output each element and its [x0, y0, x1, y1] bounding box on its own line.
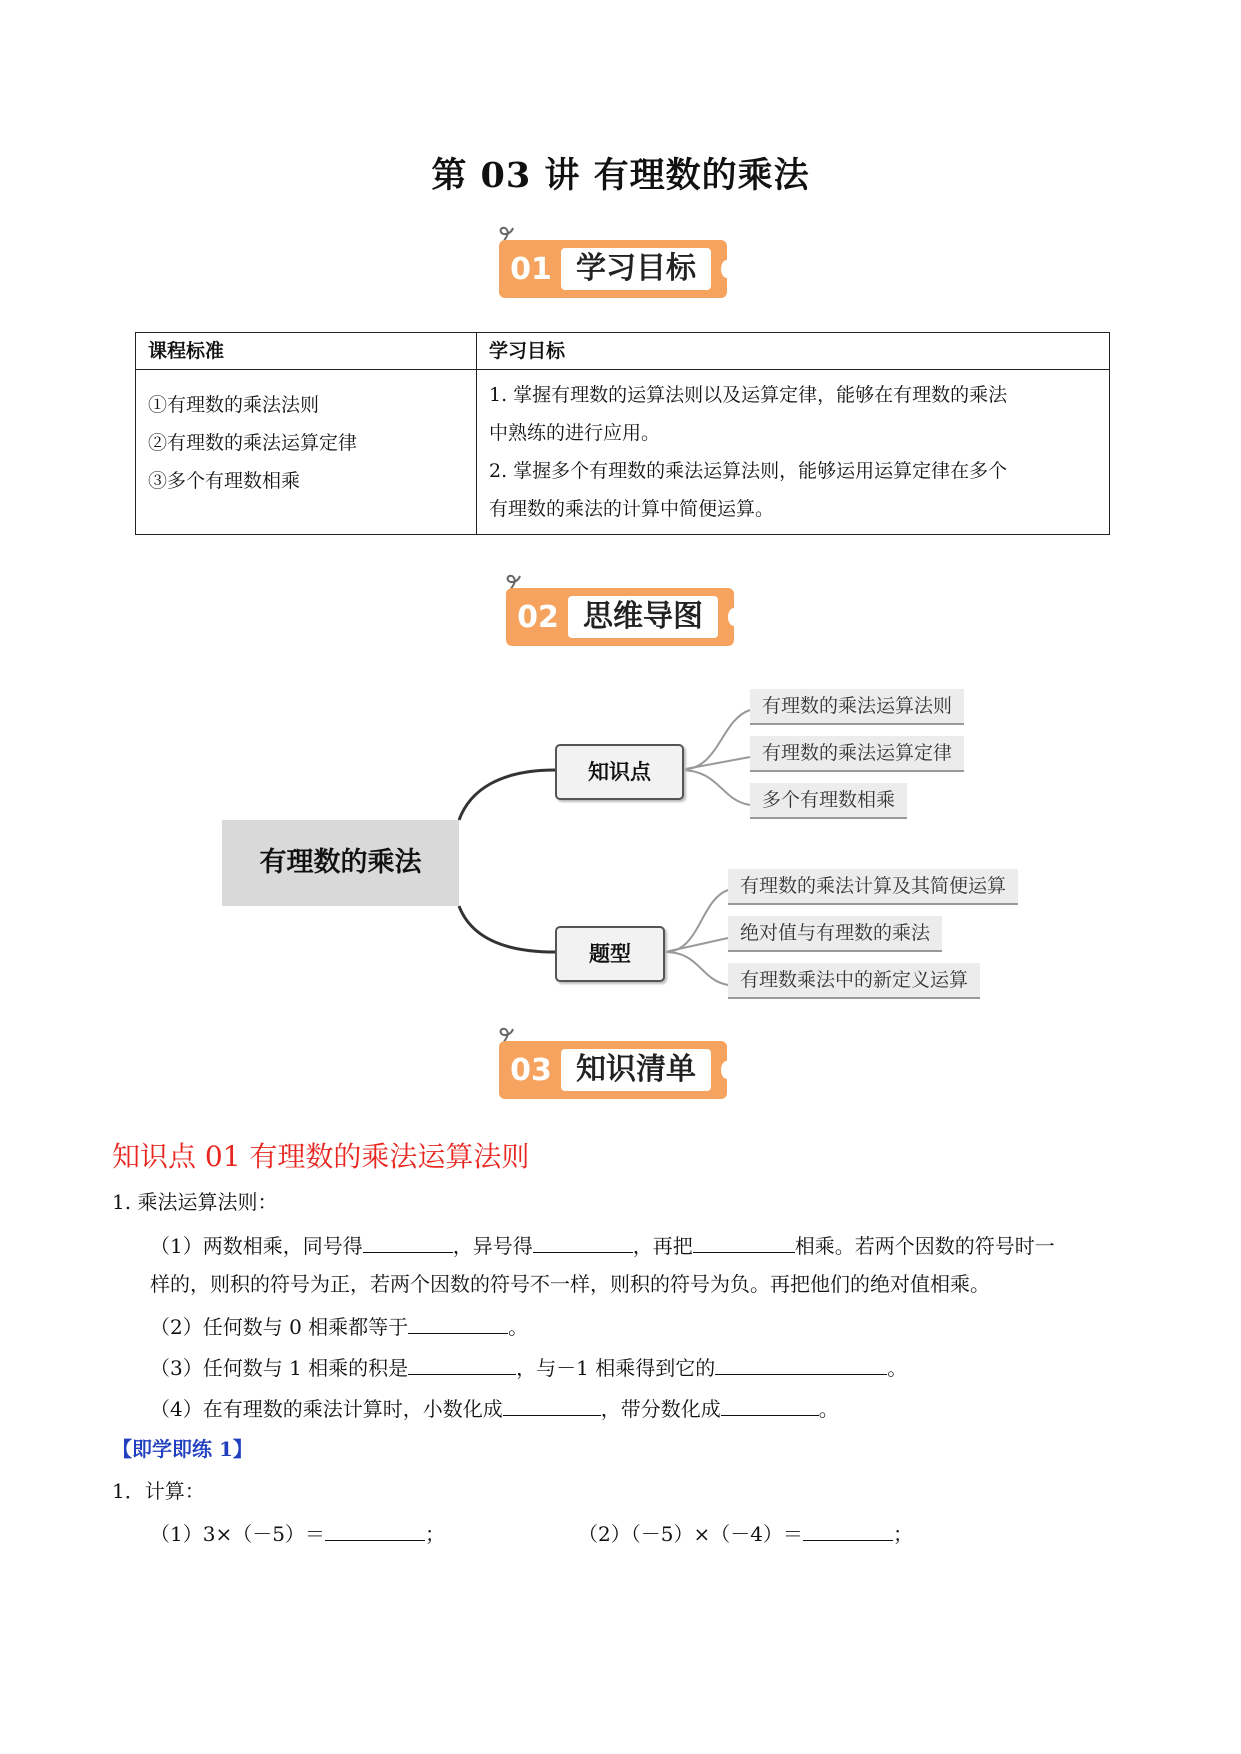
question-text: （1）3×（－5）＝: [150, 1522, 325, 1546]
rule-text: ，异号得: [452, 1234, 533, 1258]
goal-line: 1. 掌握有理数的运算法则以及运算定律，能够在有理数的乘法: [489, 384, 1008, 406]
badge-label: 思维导图: [568, 596, 718, 638]
rule-line-3: [150, 1352, 907, 1382]
answer-blank[interactable]: [715, 1352, 887, 1375]
mindmap-leaf: 有理数的乘法运算定律: [750, 736, 964, 772]
rule-line-2: [150, 1311, 528, 1341]
rule-text: 。: [818, 1397, 839, 1421]
answer-blank[interactable]: [408, 1311, 508, 1334]
standard-item: ③多个有理数相乘: [148, 470, 301, 492]
rule-text: （1）两数相乘，同号得: [150, 1234, 363, 1258]
goal-line: 有理数的乘法的计算中简便运算。: [489, 498, 775, 520]
mindmap-leaf: 绝对值与有理数的乘法: [728, 916, 942, 952]
mindmap-branch-question-types: 题型: [555, 926, 665, 982]
answer-blank[interactable]: [721, 1393, 819, 1416]
answer-blank[interactable]: [503, 1393, 601, 1416]
rule-title: 1. 乘法运算法则：: [112, 1190, 278, 1214]
question-text: ；: [892, 1522, 913, 1546]
answer-blank[interactable]: [408, 1352, 516, 1375]
answer-blank[interactable]: [325, 1518, 425, 1541]
standard-item: ②有理数的乘法运算定律: [148, 432, 358, 454]
practice-heading: 【即学即练 1】: [112, 1437, 253, 1461]
mindmap-leaf: 有理数乘法中的新定义运算: [728, 963, 980, 999]
question-1: 1．计算：: [112, 1479, 205, 1503]
rule-text: ，带分数化成: [600, 1397, 721, 1421]
table-header-goal: 学习目标: [477, 333, 1110, 370]
rule-line-4: [150, 1393, 839, 1423]
mindmap-leaf: 有理数的乘法运算法则: [750, 689, 964, 725]
standard-item: ①有理数的乘法法则: [148, 394, 320, 416]
mindmap-branch-knowledge: 知识点: [555, 744, 684, 800]
mindmap-leaf: 有理数的乘法计算及其简便运算: [728, 869, 1018, 905]
goal-line: 中熟练的进行应用。: [489, 422, 661, 444]
rule-text: 相乘。若两个因数的符号时一: [794, 1234, 1055, 1258]
table-header-standard: 课程标准: [136, 333, 477, 370]
badge-label: 知识清单: [561, 1049, 711, 1091]
answer-blank[interactable]: [693, 1230, 795, 1253]
question-1-part-1: [150, 1518, 445, 1548]
question-text: （2）（－5）×（－4）＝: [578, 1522, 803, 1546]
mindmap-leaf: 多个有理数相乘: [750, 783, 907, 819]
mindmap-root: 有理数的乘法: [222, 820, 459, 906]
question-text: ；: [424, 1522, 445, 1546]
badge-number: 02: [517, 600, 559, 635]
rule-text: （2）任何数与 0 相乘都等于: [150, 1315, 409, 1339]
answer-blank[interactable]: [533, 1230, 633, 1253]
rule-text: ，与－1 相乘得到它的: [516, 1356, 716, 1380]
rule-text: （4）在有理数的乘法计算时，小数化成: [150, 1397, 503, 1421]
answer-blank[interactable]: [803, 1518, 893, 1541]
badge-number: 03: [510, 1053, 552, 1088]
rule-text: （3）任何数与 1 相乘的积是: [150, 1356, 409, 1380]
knowledge-point-heading: 知识点 01 有理数的乘法运算法则: [112, 1140, 530, 1173]
question-1-part-2: [578, 1518, 913, 1548]
answer-blank[interactable]: [363, 1230, 453, 1253]
rule-line-1: [150, 1230, 1055, 1260]
badge-label: 学习目标: [561, 248, 711, 290]
rule-line-1-cont: 样的，则积的符号为正，若两个因数的符号不一样，则积的符号为负。再把他们的绝对值相乘。: [150, 1272, 990, 1296]
rule-text: ，再把: [632, 1234, 693, 1258]
rule-text: 。: [887, 1356, 908, 1380]
page-title: 第 03 讲 有理数的乘法: [431, 155, 810, 196]
badge-number: 01: [510, 252, 552, 287]
goal-line: 2. 掌握多个有理数的乘法运算法则，能够运用运算定律在多个: [489, 460, 1008, 482]
rule-text: 。: [508, 1315, 529, 1339]
section-badge-knowledge-list: [495, 1023, 735, 1093]
badge-notch: [721, 1061, 733, 1079]
